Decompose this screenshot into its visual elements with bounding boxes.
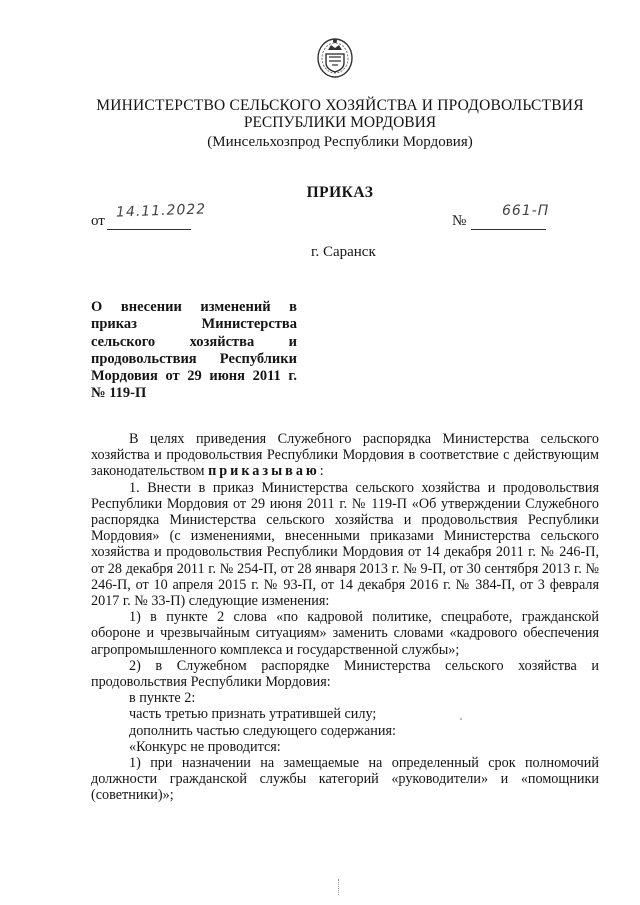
number-label: №: [452, 213, 467, 229]
ministry-name-line2: РЕСПУБЛИКИ МОРДОВИЯ: [243, 114, 437, 131]
document-title: ПРИКАЗ: [306, 184, 374, 201]
intro-text: В целях приведения Служебного распорядка Министерства сельского хозяйства и продовольствия Республики Мордовия в соответствие с действующим законодательством: [91, 431, 599, 480]
scan-artifact: [338, 879, 341, 895]
subject-line: продовольствия Республики: [91, 350, 297, 367]
number-handwritten: 661-П: [502, 203, 550, 219]
paragraph-quote-item-1: 1) при назначении на замещаемые на определенный срок полномочий должности гражданской службы категорий «руководители» и «помощники (советники)»;: [91, 755, 599, 804]
intro-paragraph: [91, 431, 599, 480]
date-label: от: [91, 213, 105, 229]
order-body: [91, 431, 599, 804]
subject-line: О внесении изменений в: [91, 299, 297, 315]
paragraph-item-1: 1. Внести в приказ Министерства сельского хозяйства и продовольствия Республики Мордовия от 29 июня 2011 г. № 119-П «Об утверждении Служебного распорядка Министерства сельского хозяйства и продовольствия Республики Мордовия» (с изменениями, внесенными приказами Министерства сельского хозяйства и продовольствия Республики Мордовия от 14 декабря 2011 г. № 246-П, от 28 декабря 2011 г. № 254-П, от 28 января 2013 г. № 9-П, от 30 сентября 2013 г. № 246-П, от 10 апреля 2015 г. № 93-П, от 14 декабря 2016 г. № 384-П, от 3 февраля 2017 г. № 33-П) следующие изменения:: [91, 479, 599, 610]
paragraph-subitem-2: 2) в Служебном распорядке Министерства сельского хозяйства и продовольствия Республики Мордовия:: [91, 657, 599, 691]
city-name: г. Саранск: [311, 244, 376, 260]
paragraph-add-part: дополнить частью следующего содержания:: [129, 722, 396, 739]
paragraph-point-2: в пункте 2:: [129, 690, 196, 707]
coat-of-arms-icon: [315, 34, 355, 80]
intro-colon: :: [319, 463, 324, 480]
paragraph-part-three: часть третью признать утратившей силу;: [129, 706, 377, 723]
subject-line: Мордовия от 29 июня 2011 г.: [91, 368, 297, 385]
number-underline: [471, 229, 546, 230]
scan-artifact: [460, 718, 462, 720]
subject-line: № 119-П: [91, 385, 147, 402]
date-underline: [107, 229, 191, 230]
ministry-name-line1: МИНИСТЕРСТВО СЕЛЬСКОГО ХОЗЯЙСТВА И ПРОДОВОЛЬСТВИЯ: [96, 97, 584, 114]
date-handwritten: 14.11.2022: [115, 201, 207, 221]
paragraph-subitem-1: 1) в пункте 2 слова «по кадровой политике, спецработе, гражданской обороне и чрезвычайным ситуациям» заменить словами «кадрового обеспечения агропромышленного комплекса и государственной службы»;: [91, 609, 599, 658]
subject-line: сельского хозяйства и: [91, 333, 297, 350]
order-subject: [91, 299, 297, 403]
subject-line: приказ Министерства: [91, 316, 297, 333]
paragraph-quote-start: «Конкурс не проводится:: [129, 738, 281, 755]
ministry-short-name: (Минсельхозпрод Республики Мордовия): [207, 134, 473, 150]
intro-action-word: приказываю: [208, 463, 320, 480]
